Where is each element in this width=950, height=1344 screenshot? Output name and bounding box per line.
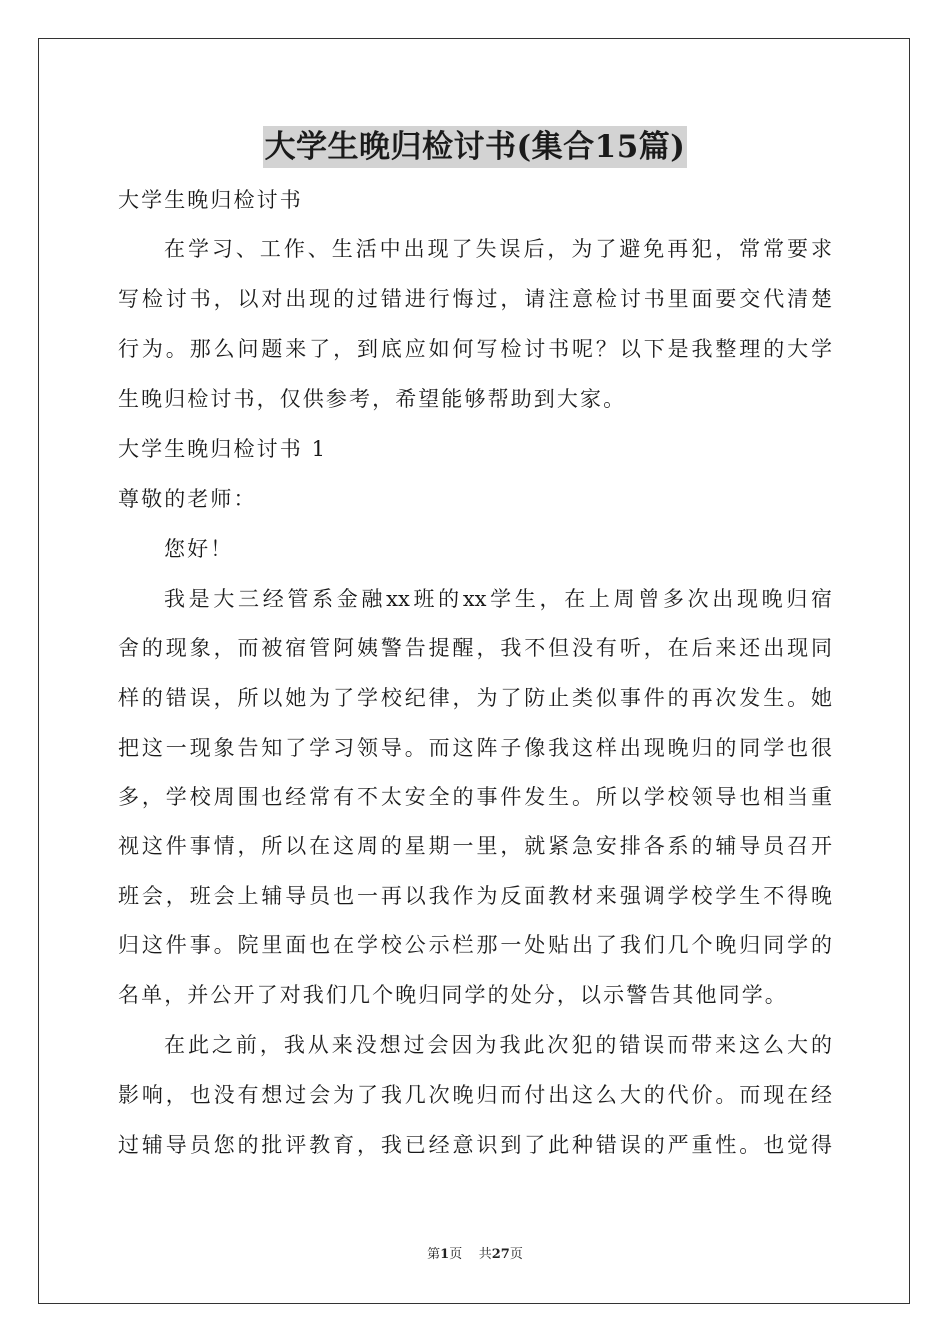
body-line: 班会，班会上辅导员也一再以我作为反面教材来强调学校学生不得晚 <box>118 884 832 908</box>
document-title: 大学生晚归检讨书(集合15篇) <box>263 126 688 168</box>
page-number-label: 第1页 <box>427 1247 463 1262</box>
body-line: 影响，也没有想过会为了我几次晚归而付出这么大的代价。而现在经 <box>118 1083 832 1107</box>
body-line: 样的错误，所以她为了学校纪律，为了防止类似事件的再次发生。她 <box>118 686 832 710</box>
body-line: 名单，并公开了对我们几个晚归同学的处分，以示警告其他同学。 <box>118 983 788 1007</box>
salutation: 尊敬的老师： <box>118 487 257 511</box>
body-line: 在此之前，我从来没想过会因为我此次犯的错误而带来这么大的 <box>164 1033 832 1057</box>
body-line: 写检讨书，以对出现的过错进行悔过，请注意检讨书里面要交代清楚 <box>118 287 832 311</box>
section-heading: 大学生晚归检讨书 <box>118 188 303 212</box>
body-line: 生晚归检讨书，仅供参考，希望能够帮助到大家。 <box>118 387 627 411</box>
page-number: 1 <box>440 1247 450 1262</box>
section-heading: 大学生晚归检讨书 1 <box>118 437 328 461</box>
body-line: 把这一现象告知了学习领导。而这阵子像我这样出现晚归的同学也很 <box>118 736 832 760</box>
body-line: 视这件事情，所以在这周的星期一里，就紧急安排各系的辅导员召开 <box>118 834 832 858</box>
page-footer <box>0 1246 950 1264</box>
body-line: 在学习、工作、生活中出现了失误后，为了避免再犯，常常要求 <box>164 237 832 261</box>
body-line: 我是大三经管系金融xx班的xx学生，在上周曾多次出现晚归宿 <box>164 587 832 611</box>
body-line: 多，学校周围也经常有不太安全的事件发生。所以学校领导也相当重 <box>118 785 832 809</box>
body-line: 归这件事。院里面也在学校公示栏那一处贴出了我们几个晚归同学的 <box>118 933 832 957</box>
title-container <box>0 126 950 168</box>
body-line: 行为。那么问题来了，到底应如何写检讨书呢？以下是我整理的大学 <box>118 337 832 361</box>
page-border <box>38 38 910 1304</box>
total-pages-label: 共27页 <box>478 1247 523 1262</box>
total-pages: 27 <box>491 1247 510 1262</box>
body-line: 舍的现象，而被宿管阿姨警告提醒，我不但没有听，在后来还出现同 <box>118 636 832 660</box>
body-line: 过辅导员您的批评教育，我已经意识到了此种错误的严重性。也觉得 <box>118 1133 832 1157</box>
greeting: 您好！ <box>164 537 234 561</box>
